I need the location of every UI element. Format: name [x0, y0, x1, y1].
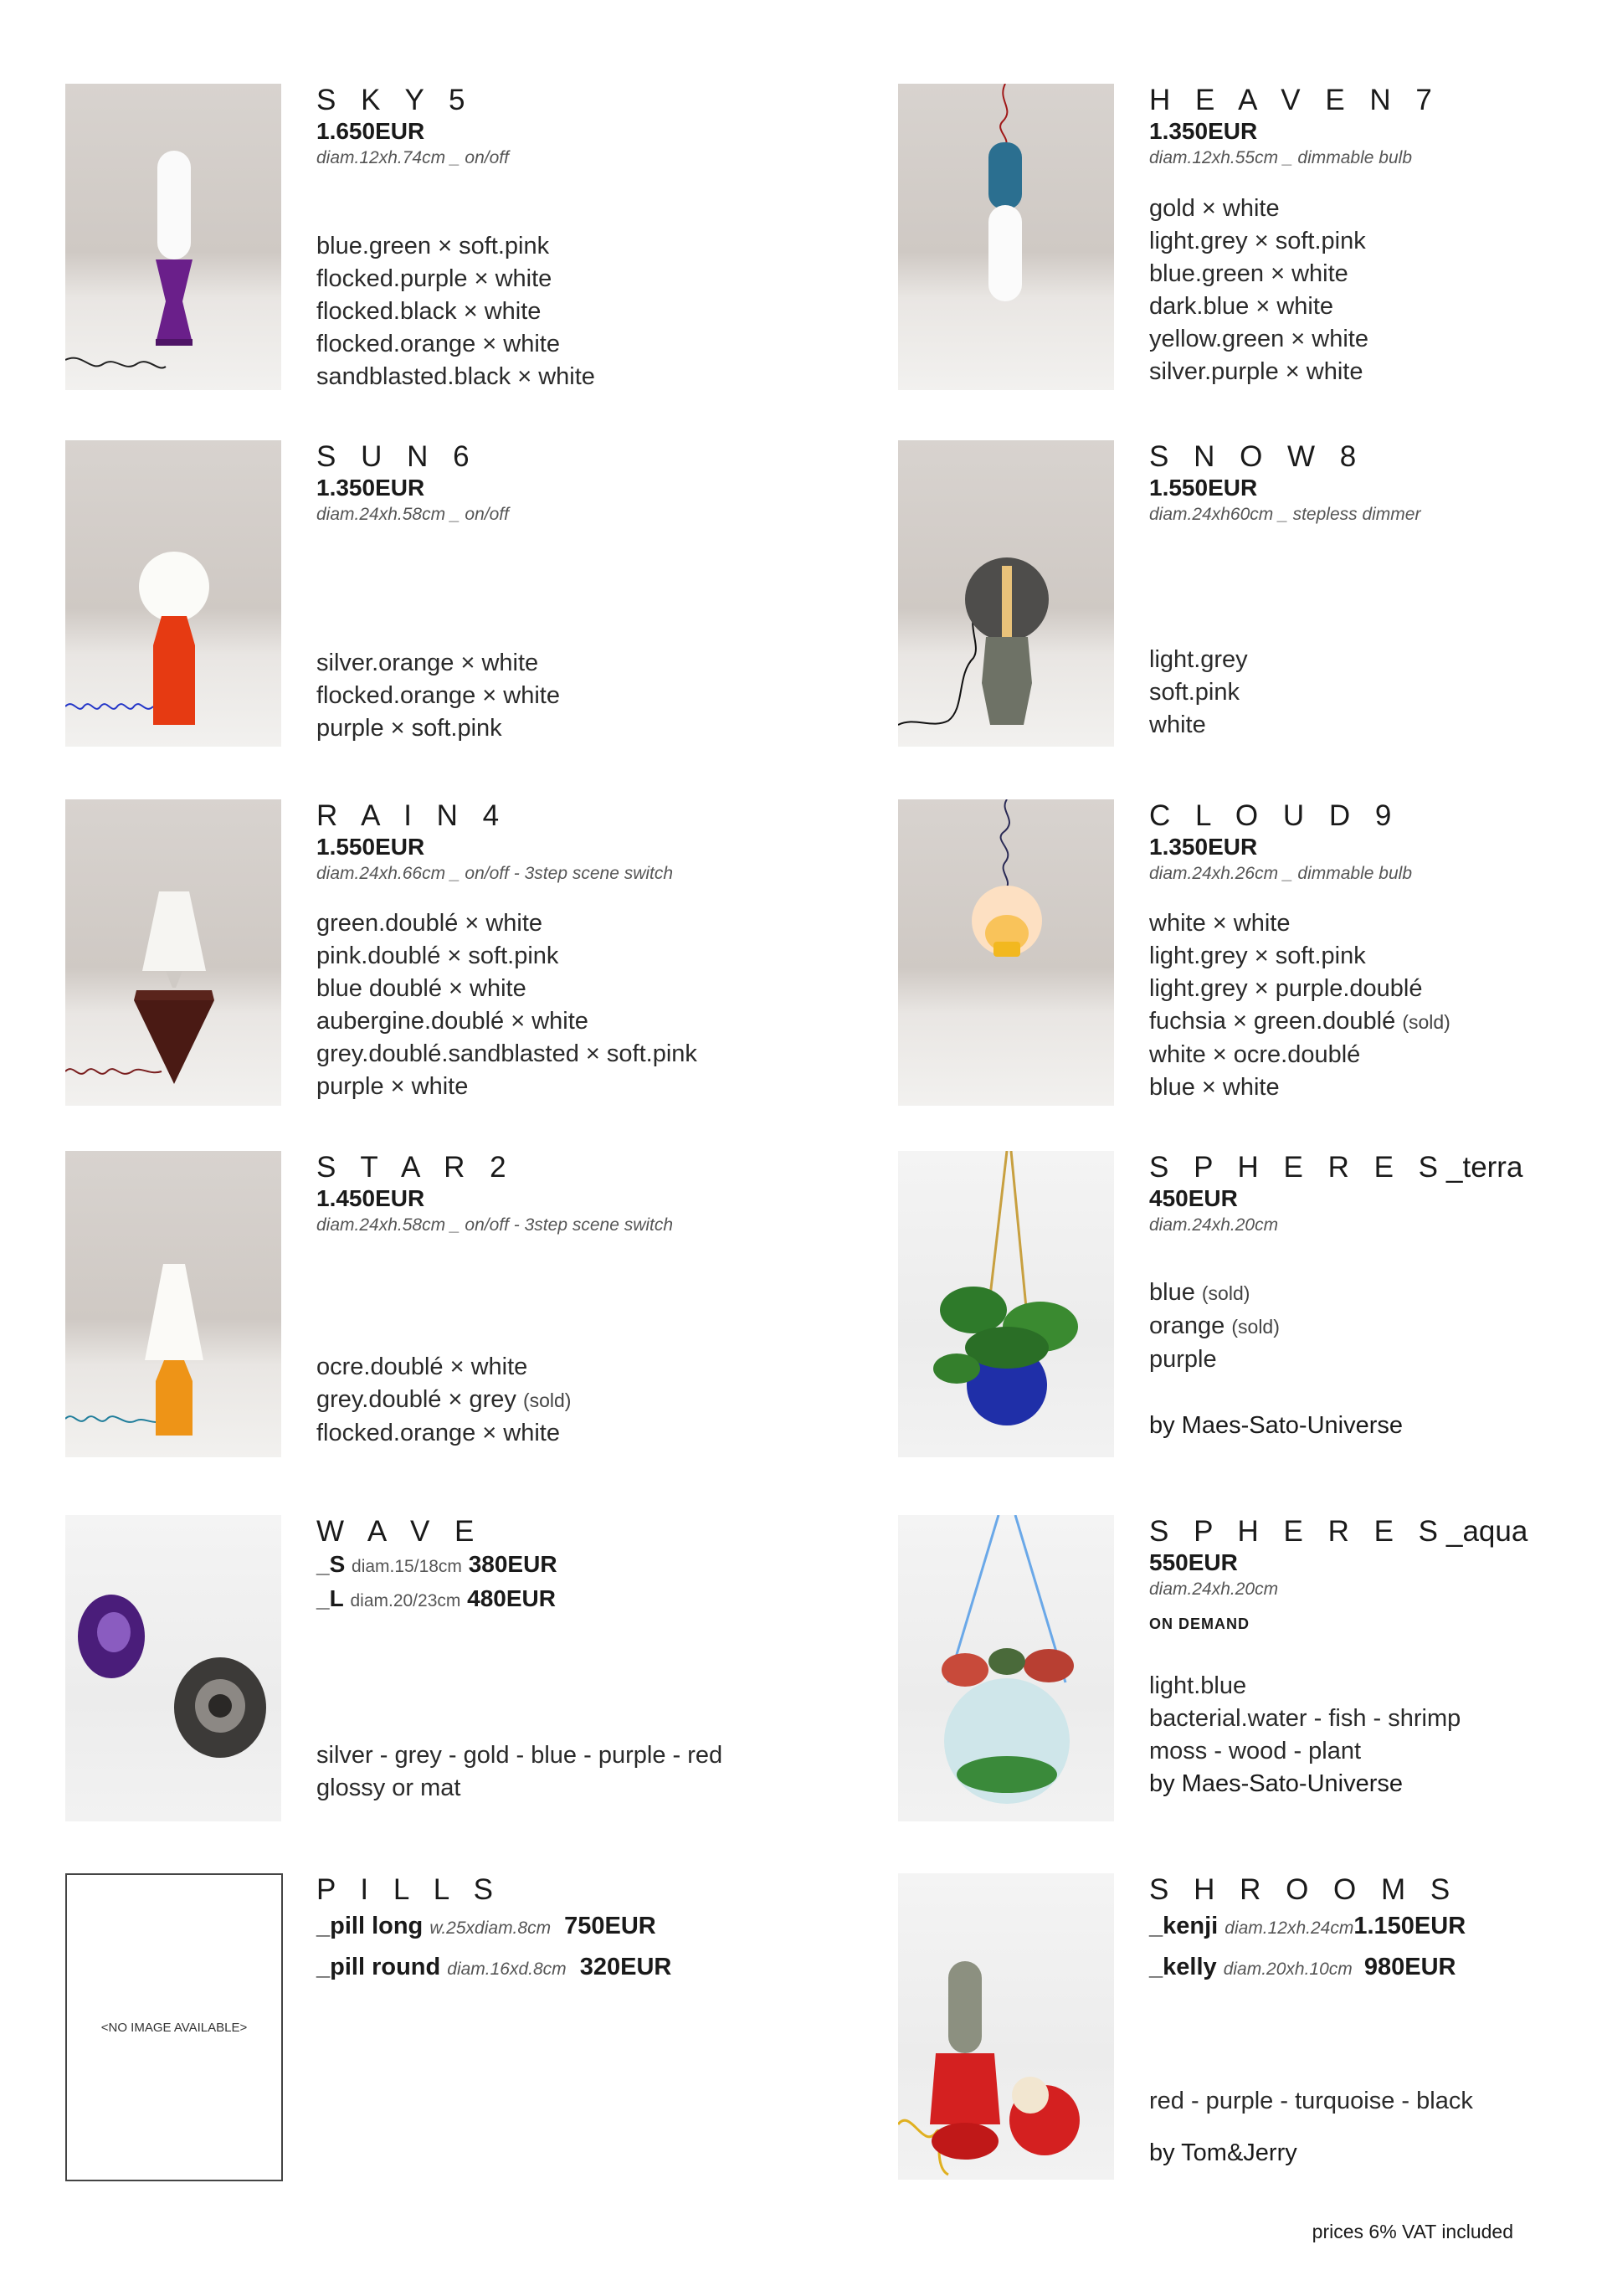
product-name: R A I N 4 [316, 799, 508, 832]
product-spec: diam.24xh.26cm _ dimmable bulb [1149, 864, 1412, 883]
product-name: H E A V E N 7 [1149, 84, 1440, 116]
color-list [1149, 644, 1607, 742]
color-option [1149, 1276, 1607, 1310]
variant-price: 980EUR [1363, 1954, 1456, 1980]
product-name: S N O W 8 [1149, 440, 1365, 473]
variant-spec: w.25xdiam.8cm [429, 1918, 552, 1938]
color-option: blue × white [1149, 1074, 1280, 1101]
product-name: W A V E [316, 1515, 483, 1548]
color-option-text: blue [1149, 1279, 1195, 1306]
variant-row [316, 1948, 785, 1989]
color-option: blue.green × soft.pink [316, 233, 550, 259]
variant-row [316, 1549, 785, 1583]
product-spec: diam.24xh.20cm [1149, 1215, 1279, 1235]
color-option: white × ocre.doublé [1149, 1041, 1361, 1068]
rain4-lamp-photo [65, 799, 281, 1106]
product-name [1149, 1515, 1607, 1549]
color-option-text: grey.doublé × grey [316, 1386, 516, 1413]
color-list [316, 647, 785, 745]
shrooms-lamp-photo [898, 1873, 1114, 2180]
product-name: S K Y 5 [316, 84, 474, 116]
cloud9-lamp-photo [898, 799, 1114, 1106]
color-option [316, 1384, 785, 1417]
variant-price: 320EUR [579, 1954, 672, 1980]
color-option: red - purple - turquoise - black [1149, 2088, 1473, 2114]
variant-label: _kelly [1149, 1954, 1217, 1980]
color-option: flocked.purple × white [316, 265, 552, 292]
heaven7-info [1149, 84, 1607, 385]
color-option: flocked.orange × white [316, 682, 560, 709]
sun6-info [316, 440, 785, 742]
color-option: flocked.orange × white [316, 1420, 560, 1446]
color-option: yellow.green × white [1149, 326, 1368, 352]
product-name: S H R O O M S [1149, 1873, 1459, 1906]
color-list [316, 1351, 785, 1450]
designer-credit: by Maes-Sato-Universe [1149, 1770, 1403, 1797]
color-option: green.doublé × white [316, 910, 543, 937]
color-list [316, 230, 785, 393]
color-option: pink.doublé × soft.pink [316, 943, 559, 969]
color-option: light.blue [1149, 1672, 1247, 1699]
star2-info [316, 1151, 785, 1446]
color-option: white × white [1149, 910, 1291, 937]
product-price: 1.550EUR [1149, 475, 1258, 501]
product-spec: diam.24xh.58cm _ on/off [316, 505, 509, 524]
color-option: moss - wood - plant [1149, 1738, 1362, 1764]
product-spec: diam.24xh.20cm [1149, 1579, 1279, 1599]
product-price: 1.450EUR [316, 1185, 425, 1211]
variant-label: _L [316, 1585, 344, 1611]
variant-spec: diam.20/23cm [350, 1591, 461, 1610]
variant-price: 1.150EUR [1353, 1913, 1466, 1939]
sold-label: (sold) [1201, 1282, 1250, 1304]
sold-label: (sold) [1402, 1011, 1450, 1033]
color-list [316, 907, 785, 1103]
color-option: ocre.doublé × white [316, 1353, 528, 1380]
variant-spec: diam.15/18cm [352, 1557, 462, 1576]
product-spec: diam.24xh.58cm _ on/off - 3step scene switch [316, 1215, 674, 1235]
color-list [1149, 907, 1607, 1104]
no-image-placeholder: <NO IMAGE AVAILABLE> [65, 1873, 283, 2181]
color-list [1149, 193, 1607, 388]
color-option: light.grey [1149, 646, 1248, 673]
variant-spec: diam.20xh.10cm [1223, 1960, 1353, 1979]
variant-price: 750EUR [564, 1913, 656, 1939]
variant-spec: diam.16xd.8cm [447, 1960, 567, 1979]
color-option: purple × white [316, 1073, 469, 1100]
sun6-lamp-photo [65, 440, 281, 747]
color-list [1149, 2085, 1607, 2118]
product-name-suffix: _terra [1446, 1151, 1523, 1184]
color-option: aubergine.doublé × white [316, 1008, 588, 1035]
variant-row [316, 1907, 785, 1948]
variant-row [1149, 1907, 1607, 1948]
product-price: 1.550EUR [316, 834, 425, 860]
product-name: S T A R 2 [316, 1151, 515, 1184]
product-price: 1.650EUR [316, 118, 425, 144]
color-option: light.grey × purple.doublé [1149, 975, 1423, 1002]
variant-spec: diam.12xh.24cm [1225, 1918, 1354, 1938]
pills-info [316, 1873, 785, 1989]
product-price: 450EUR [1149, 1185, 1238, 1211]
snow8-info [1149, 440, 1607, 738]
variant-label: _kenji [1149, 1913, 1219, 1939]
color-option: light.grey × soft.pink [1149, 943, 1366, 969]
product-name: C L O U D 9 [1149, 799, 1400, 832]
product-name: S U N 6 [316, 440, 478, 473]
spheres-terra-info [1149, 1151, 1607, 1439]
designer-credit: by Maes-Sato-Universe [1149, 1412, 1403, 1439]
product-price: 550EUR [1149, 1549, 1238, 1575]
variant-label: _pill long [316, 1913, 424, 1939]
product-price: 1.350EUR [316, 475, 425, 501]
product-price: 1.350EUR [1149, 118, 1258, 144]
color-option: sandblasted.black × white [316, 363, 595, 390]
sky5-lamp-photo [65, 84, 281, 390]
color-list [316, 1739, 785, 1805]
color-option: grey.doublé.sandblasted × soft.pink [316, 1040, 697, 1067]
color-option: gold × white [1149, 195, 1280, 222]
shrooms-info [1149, 1873, 1607, 2166]
product-spec: diam.24xh60cm _ stepless dimmer [1149, 505, 1421, 524]
color-option: dark.blue × white [1149, 293, 1334, 320]
color-option: flocked.orange × white [316, 331, 560, 357]
variant-price: 480EUR [467, 1585, 556, 1611]
sold-label: (sold) [1231, 1316, 1280, 1338]
color-option: silver - grey - gold - blue - purple - red [316, 1742, 723, 1769]
sold-label: (sold) [522, 1389, 572, 1411]
color-option: light.grey × soft.pink [1149, 228, 1366, 254]
vat-footer-note: prices 6% VAT included [1312, 2221, 1513, 2242]
product-spec: diam.12xh.74cm _ on/off [316, 148, 509, 167]
cloud9-info [1149, 799, 1607, 1101]
variant-label: _S [316, 1551, 346, 1577]
color-option [1149, 1005, 1607, 1039]
spheres-aqua-photo [898, 1515, 1114, 1821]
product-name: P I L L S [316, 1873, 502, 1906]
snow8-lamp-photo [898, 440, 1114, 747]
spheres-terra-photo [898, 1151, 1114, 1457]
availability-note: ON DEMAND [1149, 1615, 1250, 1632]
color-list [1149, 1670, 1607, 1768]
spheres-aqua-info [1149, 1515, 1607, 1797]
color-option: silver.purple × white [1149, 358, 1363, 385]
color-option: purple × soft.pink [316, 715, 502, 742]
designer-credit: by Tom&Jerry [1149, 2139, 1297, 2166]
rain4-info [316, 799, 785, 1100]
wave-info [316, 1515, 785, 1801]
product-name-text: S P H E R E S [1149, 1515, 1446, 1548]
color-option: white [1149, 711, 1206, 738]
product-spec: diam.12xh.55cm _ dimmable bulb [1149, 148, 1412, 167]
variant-row [1149, 1948, 1607, 1989]
color-option: purple [1149, 1346, 1217, 1373]
color-list [1149, 1276, 1607, 1376]
color-option: blue doublé × white [316, 975, 526, 1002]
color-option: glossy or mat [316, 1775, 461, 1801]
color-option [1149, 1310, 1607, 1343]
product-spec: diam.24xh.66cm _ on/off - 3step scene switch [316, 864, 674, 883]
color-option: silver.orange × white [316, 650, 539, 676]
variant-row [316, 1583, 785, 1617]
color-option-text: fuchsia × green.doublé [1149, 1008, 1396, 1035]
product-name-text: S P H E R E S [1149, 1151, 1446, 1184]
product-name-suffix: _aqua [1446, 1515, 1528, 1548]
color-option-text: orange [1149, 1312, 1225, 1339]
variant-label: _pill round [316, 1954, 441, 1980]
heaven7-lamp-photo [898, 84, 1114, 390]
product-name [1149, 1151, 1607, 1184]
star2-lamp-photo [65, 1151, 281, 1457]
color-option: flocked.black × white [316, 298, 542, 325]
wave-photo [65, 1515, 281, 1821]
color-option: soft.pink [1149, 679, 1240, 706]
color-option: blue.green × white [1149, 260, 1348, 287]
product-price: 1.350EUR [1149, 834, 1258, 860]
sky5-info [316, 84, 785, 390]
color-option: bacterial.water - fish - shrimp [1149, 1705, 1461, 1732]
variant-price: 380EUR [468, 1551, 557, 1577]
